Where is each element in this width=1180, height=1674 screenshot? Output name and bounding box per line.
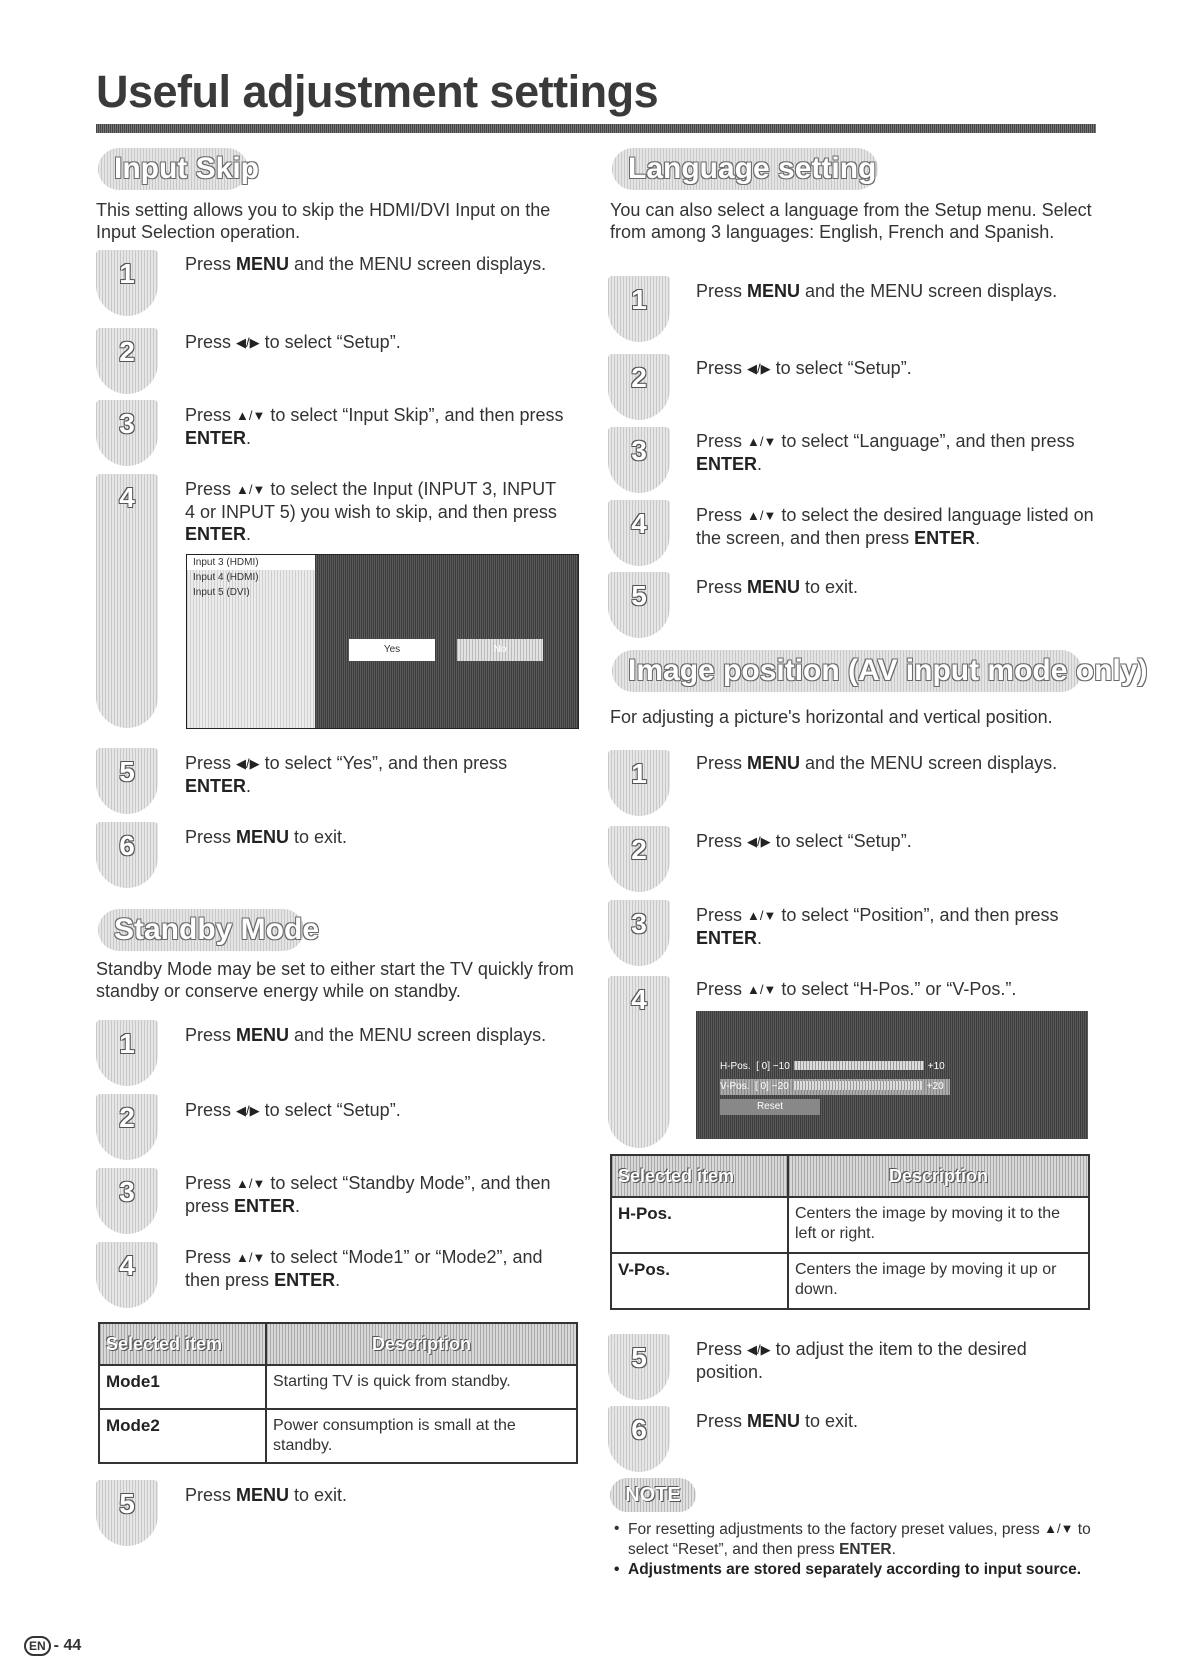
- step-text: Press MENU to exit.: [696, 577, 859, 597]
- table-cell: Centers the image by moving it up or down.: [788, 1253, 1089, 1309]
- list-item: Input 3 (HDMI): [187, 555, 315, 570]
- language-code: EN: [24, 1636, 51, 1656]
- step-badge: 4: [608, 500, 670, 566]
- left-right-arrow-icon: ◀/▶: [747, 834, 771, 849]
- title-rule: [96, 124, 1096, 133]
- input-list: [187, 555, 315, 728]
- list-item: Input 4 (HDMI): [193, 572, 259, 583]
- step-badge: 4: [96, 1242, 158, 1308]
- step-text: Press MENU to exit.: [696, 1411, 859, 1431]
- step-text: Press ▲/▼ to select the Input (INPUT 3, INPUT 4 or INPUT 5) you wish to skip, and then press ENTER.: [185, 479, 557, 544]
- up-down-arrow-icon: ▲/▼: [236, 408, 266, 423]
- hpos-row: H-Pos. [ 0] −10 +10: [720, 1061, 945, 1072]
- step-text: Press ◀/▶ to select “Setup”.: [185, 1100, 401, 1120]
- step-badge: 1: [96, 1020, 158, 1086]
- step-badge: 4: [96, 474, 158, 728]
- step-badge: 3: [608, 427, 670, 493]
- table-header: Description: [788, 1155, 1089, 1197]
- yes-button: Yes: [349, 639, 435, 661]
- step-badge: 2: [608, 354, 670, 420]
- step-text: Press ◀/▶ to select “Setup”.: [696, 358, 912, 378]
- note-badge: NOTE: [610, 1478, 696, 1512]
- image-position-heading: Image position (AV input mode only): [612, 650, 1082, 692]
- table-header: Selected item: [611, 1155, 788, 1197]
- table-row: [611, 1197, 1089, 1253]
- position-table: [610, 1154, 1090, 1310]
- table-row: [611, 1253, 1089, 1309]
- step-badge: 6: [96, 822, 158, 888]
- page-number: EN - 44: [24, 1636, 81, 1656]
- up-down-arrow-icon: ▲/▼: [747, 908, 777, 923]
- note-list: [612, 1519, 1092, 1580]
- table-cell: H-Pos.: [611, 1197, 788, 1253]
- standby-mode-heading: Standby Mode: [98, 909, 304, 951]
- up-down-arrow-icon: ▲/▼: [747, 982, 777, 997]
- step-badge: 1: [608, 276, 670, 342]
- step-badge: 1: [608, 750, 670, 816]
- step-text: Press ▲/▼ to select the desired language listed on the screen, and then press ENTER.: [696, 505, 1094, 548]
- up-down-arrow-icon: ▲/▼: [236, 482, 266, 497]
- step-text: Press MENU and the MENU screen displays.: [185, 254, 547, 274]
- vpos-row: V-Pos. [ 0] −20 +20: [720, 1079, 950, 1095]
- up-down-arrow-icon: ▲/▼: [747, 508, 777, 523]
- left-right-arrow-icon: ◀/▶: [236, 335, 260, 350]
- left-right-arrow-icon: ◀/▶: [747, 361, 771, 376]
- step-badge: 1: [96, 250, 158, 316]
- left-right-arrow-icon: ◀/▶: [236, 1103, 260, 1118]
- hpos-slider: [794, 1061, 924, 1070]
- step-text: Press MENU and the MENU screen displays.: [696, 281, 1058, 301]
- table-header: Description: [266, 1323, 577, 1365]
- step-badge: 5: [96, 1480, 158, 1546]
- table-cell: V-Pos.: [611, 1253, 788, 1309]
- step-badge: 5: [96, 748, 158, 814]
- step-badge: 5: [608, 572, 670, 638]
- language-setting-heading: Language setting: [612, 148, 878, 190]
- step-text: Press MENU and the MENU screen displays.: [696, 753, 1058, 773]
- table-cell: Starting TV is quick from standby.: [266, 1365, 577, 1409]
- table-cell: Mode1: [99, 1365, 266, 1409]
- language-setting-intro: You can also select a language from the Setup menu. Select from among 3 languages: English, French and Spanish.: [610, 200, 1092, 242]
- step-badge: 2: [608, 826, 670, 892]
- left-right-arrow-icon: ◀/▶: [236, 756, 260, 771]
- step-text: Press MENU to exit.: [185, 827, 348, 847]
- page-title: Useful adjustment settings: [96, 66, 659, 117]
- step-text: Press ◀/▶ to select “Setup”.: [185, 332, 401, 352]
- table-cell: Power consumption is small at the standby.: [266, 1409, 577, 1463]
- vpos-slider: [793, 1081, 923, 1090]
- step-badge: 3: [96, 400, 158, 466]
- step-text: Press ▲/▼ to select “Mode1” or “Mode2”, and then press ENTER.: [185, 1247, 543, 1290]
- table-cell: Mode2: [99, 1409, 266, 1463]
- table-row: [99, 1409, 577, 1463]
- table-header: Selected item: [99, 1323, 266, 1365]
- step-text: Press MENU and the MENU screen displays.: [185, 1025, 547, 1045]
- left-right-arrow-icon: ◀/▶: [747, 1342, 771, 1357]
- step-text: Press ▲/▼ to select “Standby Mode”, and then press ENTER.: [185, 1173, 551, 1216]
- step-text: Press ▲/▼ to select “Input Skip”, and then press ENTER.: [185, 405, 564, 448]
- step-text: Press ▲/▼ to select “H-Pos.” or “V-Pos.”.: [696, 979, 1017, 999]
- step-text: Press ◀/▶ to select “Yes”, and then press ENTER.: [185, 753, 508, 796]
- step-badge: 5: [608, 1334, 670, 1400]
- input-skip-heading: Input Skip: [98, 148, 248, 190]
- no-button: No: [457, 639, 543, 661]
- step-badge: 3: [96, 1168, 158, 1234]
- reset-item: Reset: [720, 1099, 820, 1115]
- standby-mode-table: [98, 1322, 578, 1464]
- table-cell: Centers the image by moving it to the left or right.: [788, 1197, 1089, 1253]
- step-text: Press ▲/▼ to select “Language”, and then press ENTER.: [696, 431, 1075, 474]
- step-badge: 4: [608, 976, 670, 1148]
- up-down-arrow-icon: ▲/▼: [236, 1176, 266, 1191]
- input-skip-screen: [186, 554, 579, 729]
- list-item: • For resetting adjustments to the factory preset values, press ▲/▼ to select “Reset”, and then press ENTER.: [612, 1519, 1092, 1560]
- table-row: [99, 1365, 577, 1409]
- list-item: Input 5 (DVI): [193, 587, 250, 598]
- step-text: Press ◀/▶ to select “Setup”.: [696, 831, 912, 851]
- input-skip-intro: This setting allows you to skip the HDMI/DVI Input on the Input Selection operation.: [96, 200, 551, 242]
- step-badge: 6: [608, 1406, 670, 1472]
- step-text: Press ◀/▶ to adjust the item to the desired position.: [696, 1339, 1027, 1382]
- image-position-intro: For adjusting a picture's horizontal and vertical position.: [610, 707, 1053, 727]
- step-badge: 2: [96, 1094, 158, 1160]
- up-down-arrow-icon: ▲/▼: [747, 434, 777, 449]
- step-text: Press MENU to exit.: [185, 1485, 348, 1505]
- position-screen: [696, 1011, 1088, 1139]
- up-down-arrow-icon: ▲/▼: [1044, 1521, 1074, 1536]
- standby-mode-intro: Standby Mode may be set to either start the TV quickly from standby or conserve energy while on standby.: [96, 959, 574, 1001]
- step-badge: 3: [608, 900, 670, 966]
- step-badge: 2: [96, 328, 158, 394]
- step-text: Press ▲/▼ to select “Position”, and then press ENTER.: [696, 905, 1059, 948]
- list-item: • Adjustments are stored separately according to input source.: [612, 1560, 1092, 1580]
- up-down-arrow-icon: ▲/▼: [236, 1250, 266, 1265]
